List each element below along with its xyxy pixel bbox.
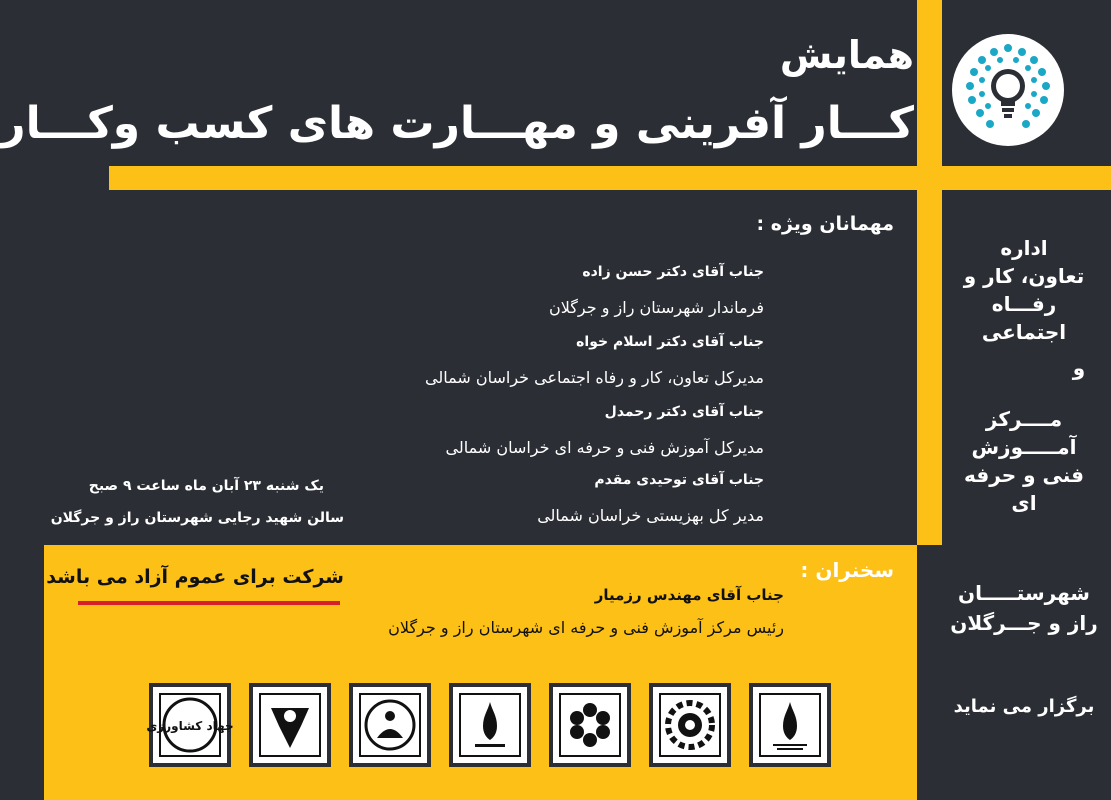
event-date: یک شنبه ۲۳ آبان ماه ساعت ۹ صبح — [88, 478, 324, 494]
guest-name: جناب آقای دکتر رحمدل — [604, 404, 764, 420]
speakers-heading: سخنران : — [800, 558, 894, 582]
guest-role: مدیرکل تعاون، کار و رفاه اجتماعی خراسان شمالی — [425, 368, 764, 387]
horizontal-yellow-bar — [109, 166, 1111, 190]
speaker-name: جناب آقای مهندس رزمیار — [594, 586, 784, 604]
guest-name: جناب آقای دکتر اسلام خواه — [576, 334, 764, 350]
guest-role: مدیر کل بهزیستی خراسان شمالی — [537, 506, 764, 525]
guests-heading: مهمانان ویژه : — [756, 213, 894, 235]
iran-emblem-icon — [461, 696, 519, 754]
guest-name: جناب آقای توحیدی مقدم — [594, 472, 764, 488]
page-title: کـــار آفرینی و مهـــارت های کسب وکـــار — [0, 98, 914, 149]
jahad-keshavarzi-icon — [146, 696, 234, 754]
flower-emblem-icon — [561, 696, 619, 754]
iran-emblem-icon — [761, 696, 819, 754]
title-small: همایش — [779, 33, 914, 77]
behzisti-logo — [549, 683, 631, 767]
event-venue: سالن شهید رجایی شهرستان راز و جرگلان — [50, 510, 344, 526]
industry-ministry-logo — [449, 683, 531, 767]
hosts-label: برگزار می نماید — [953, 696, 1095, 717]
hand-emblem-logo — [249, 683, 331, 767]
guest-name: جناب آقای دکتر حسن زاده — [582, 264, 764, 280]
lightbulb-logo — [952, 34, 1064, 146]
technical-vocational-logo — [649, 683, 731, 767]
gear-icon — [661, 696, 719, 754]
hand-emblem-icon — [261, 696, 319, 754]
guest-role: فرماندار شهرستان راز و جرگلان — [548, 298, 764, 317]
logo-text: جهاد کشاورزی — [146, 719, 234, 733]
city-name: شهرستـــــان راز و جـــرگلان — [950, 581, 1098, 635]
organizer-conjunction: و — [1072, 356, 1086, 380]
imam-khomeini-relief-logo — [349, 683, 431, 767]
vertical-yellow-bar — [917, 0, 942, 545]
public-admission-note: شرکت برای عموم آزاد می باشد — [46, 566, 344, 588]
vertical-dark-bar — [917, 545, 942, 800]
red-underline — [78, 601, 340, 605]
labor-ministry-logo — [749, 683, 831, 767]
organizer-labor-office: اداره تعاون، کار و رفـــاه اجتماعی — [963, 236, 1085, 344]
speaker-title: رئیس مرکز آموزش فنی و حرفه ای شهرستان راز و جرگلان — [388, 618, 784, 637]
lightbulb-icon — [952, 34, 1064, 146]
organizer-training-center: مــــرکز آمـــــوزش فنی و حرفه ای — [964, 407, 1084, 515]
guest-role: مدیرکل آموزش فنی و حرفه ای خراسان شمالی — [445, 438, 764, 457]
relief-committee-icon — [361, 696, 419, 754]
jahad-keshavarzi-logo — [146, 683, 234, 767]
